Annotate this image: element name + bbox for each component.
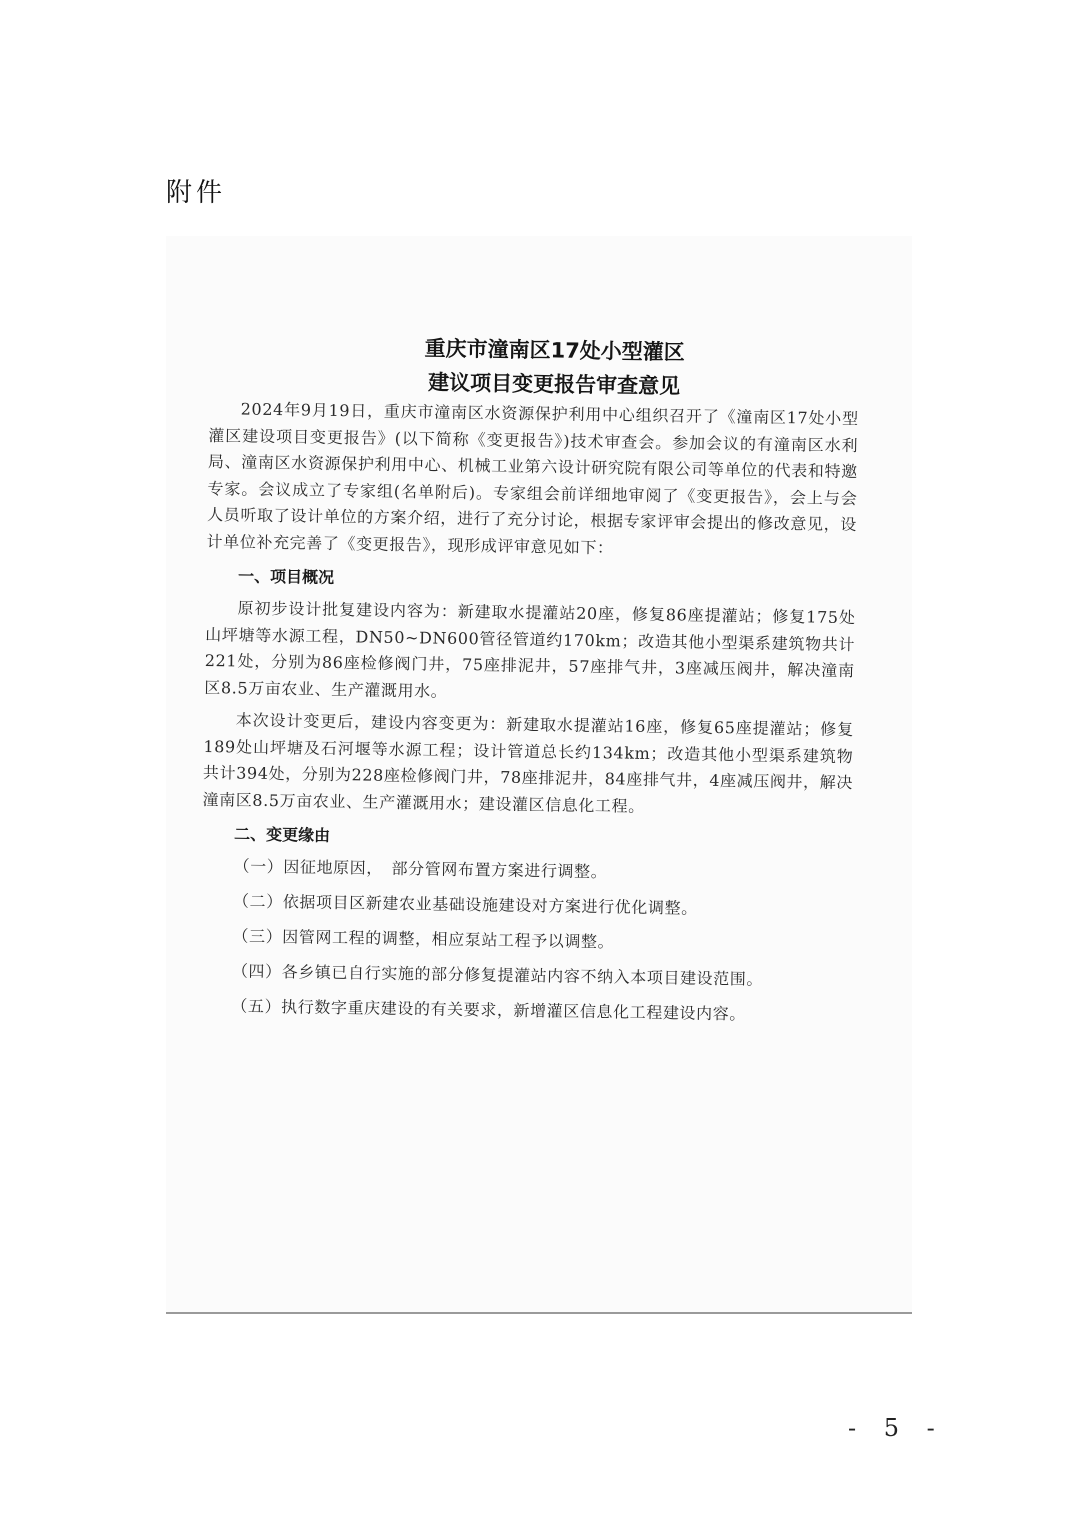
document-title-line-1: 重庆市潼南区17处小型灌区 xyxy=(424,336,685,365)
intro-paragraph: 2024年9月19日，重庆市潼南区水资源保护利用中心组织召开了《潼南区17处小型灌区建设项目变更报告》(以下简称《变更报告》)技术审查会。参加会议的有潼南区水利局、潼南区水资源保护利用中心、机械工业第六设计研究院有限公司等单位的代表和特邀专家。会议成立了专家组(名单附后)。专家组会前详细地审阅了《变更报告》，会上与会人员听取了设计单位的方案介绍，进行了充分讨论，根据专家评审会提出的修改意见，设计单位补充完善了《变更报告》，现形成评审意见如下： xyxy=(206,399,859,557)
reason-item: （三）因管网工程的调整，相应泵站工程予以调整。 xyxy=(232,926,615,952)
attachment-label: 附件 xyxy=(166,178,227,208)
document-body xyxy=(199,328,860,1038)
page-number: - 5 - xyxy=(848,1414,945,1442)
reason-item: （二）依据项目区新建农业基础设施建设对方案进行优化调整。 xyxy=(232,891,698,918)
section-1-paragraph-2: 本次设计变更后，建设内容变更为：新建取水提灌站16座，修复65座提灌站；修复189处山坪塘及石河堰等水源工程；设计管道总长约134km；改造其他小型渠系建筑物共计394处，分别为228座检修阀门井，78座排泥井，84座排气井，4座减压阀井，解决潼南区8.5万亩农业、生产灌溉用水；建设灌区信息化工程。 xyxy=(202,710,854,816)
scanned-document xyxy=(166,236,912,1314)
reason-item: （四）各乡镇已自行实施的部分修复提灌站内容不纳入本项目建设范围。 xyxy=(231,961,764,989)
section-1-heading: 一、项目概况 xyxy=(237,566,335,587)
section-2-heading: 二、变更缘由 xyxy=(233,824,331,845)
section-1-paragraph-1: 原初步设计批复建设内容为：新建取水提灌站20座，修复86座提灌站；修复175处山坪塘等水源工程，DN50~DN600管径管道约170km；改造其他小型渠系建筑物共计221处，分别为86座检修阀门井，75座排泥井，57座排气井，3座减压阀井，解决潼南区8.5万亩农业、生产灌溉用水。 xyxy=(204,598,856,701)
reason-item: （一）因征地原因， 部分管网布置方案进行调整。 xyxy=(233,856,608,882)
document-title-line-2: 建议项目变更报告审查意见 xyxy=(427,370,681,399)
reason-item: （五）执行数字重庆建设的有关要求，新增灌区信息化工程建设内容。 xyxy=(231,996,747,1024)
